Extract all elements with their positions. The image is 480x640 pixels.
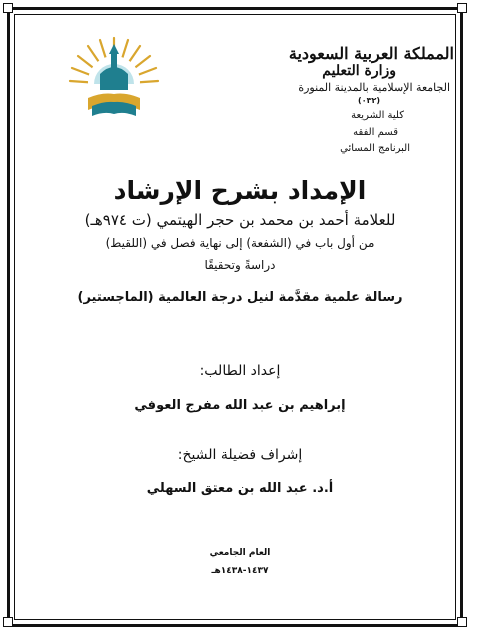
- border-corner-ornament: [457, 617, 467, 627]
- ministry-name: وزارة التعليم: [322, 63, 396, 79]
- thesis-author: للعلامة أحمد بن محمد بن حجر الهيتمي (ت ٩٧٤هـ): [84, 211, 396, 229]
- border-corner-ornament: [3, 617, 13, 627]
- university-logo-icon: [66, 34, 162, 124]
- university-name: الجامعة الإسلامية بالمدينة المنورة: [298, 81, 450, 94]
- border-corner-ornament: [3, 3, 13, 13]
- institution-number: (٠٣٢): [358, 96, 380, 105]
- kingdom-name: المملكة العربية السعودية: [288, 44, 454, 63]
- supervisor-label: إشراف فضيلة الشيخ:: [177, 447, 303, 463]
- academic-year-label: العام الجامعي: [209, 548, 271, 558]
- border-corner-ornament: [457, 3, 467, 13]
- department-name: قسم الفقه: [353, 127, 398, 138]
- student-label: إعداد الطالب:: [199, 363, 281, 379]
- program-name: البرنامج المسائي: [340, 143, 410, 154]
- thesis-type: دراسةً وتحقيقًا: [204, 258, 276, 272]
- thesis-title: الإمداد بشرح الإرشاد: [113, 176, 367, 205]
- student-name: إبراهيم بن عبد الله مفرج العوفي: [134, 398, 346, 413]
- college-name: كلية الشريعة: [351, 110, 404, 121]
- supervisor-name: أ.د. عبد الله بن معتق السهلي: [146, 481, 334, 496]
- thesis-scope: من أول باب في (الشفعة) إلى نهاية فصل في (اللقيط): [105, 236, 375, 250]
- thesis-degree: رسالة علمية مقدَّمة لنيل درجة العالمية (الماجستير): [77, 290, 403, 305]
- academic-year-value: ١٤٣٧-١٤٣٨هـ: [211, 566, 269, 576]
